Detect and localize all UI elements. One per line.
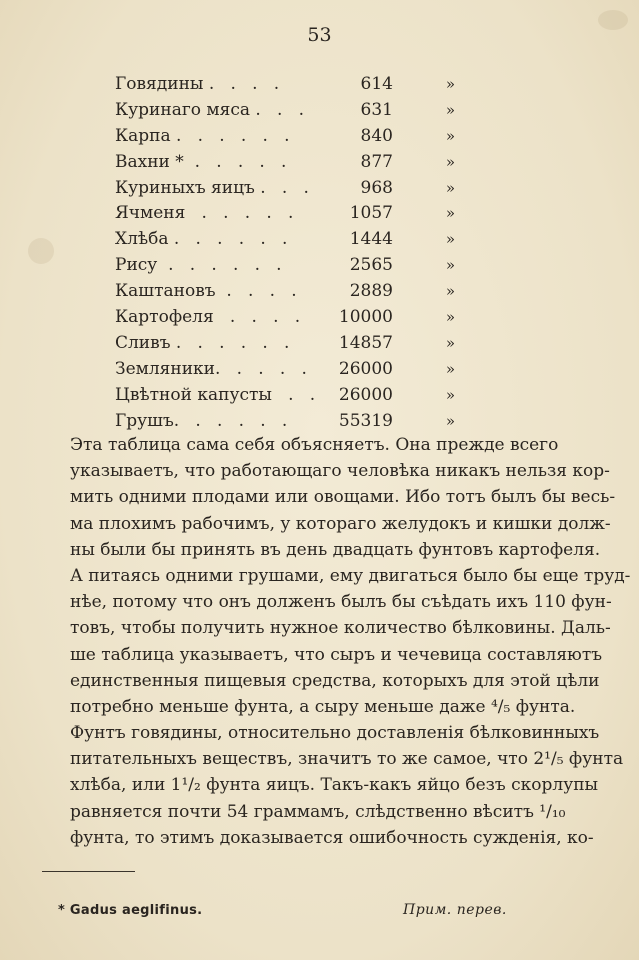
food-name: Сливъ — [115, 332, 171, 353]
ditto-mark: » — [445, 411, 455, 430]
ditto-mark: » — [445, 152, 455, 171]
row-label — [115, 305, 300, 331]
table-row — [115, 201, 455, 227]
leader-dots: . . . . . . — [173, 410, 288, 431]
food-name: Грушъ — [115, 410, 174, 431]
grams-value: 2889 — [349, 281, 393, 302]
page-number: 53 — [307, 24, 332, 46]
paragraph-line: равняется почти 54 граммамъ, слѣдственно вѣситъ ¹/₁₀ — [70, 801, 566, 822]
translator-note: Прим. перев. — [403, 902, 507, 918]
food-name: Говядины — [115, 74, 204, 94]
leader-dots: . . . . — [203, 74, 280, 94]
food-name: Вахни * — [115, 151, 184, 172]
food-name: Рису — [115, 255, 158, 276]
table-row — [115, 331, 455, 357]
leader-dots: . . . . . . — [170, 332, 290, 353]
food-name: Хлѣба — [115, 229, 169, 250]
ditto-mark: » — [445, 126, 455, 145]
paragraph-line: А питаясь одними грушами, ему двигаться было бы еще труд- — [70, 565, 631, 586]
ditto-mark: » — [445, 282, 455, 301]
food-name: Земляники — [115, 358, 216, 379]
table-row — [115, 305, 455, 331]
food-name: Каштановъ — [115, 281, 216, 302]
paragraph-line: ны были бы принять въ день двадцать фунтовъ картофеля. — [70, 539, 601, 560]
food-name: Картофеля — [115, 307, 214, 328]
ditto-mark: » — [445, 204, 455, 223]
grams-value: 26000 — [338, 358, 393, 379]
paragraph-line: хлѣба, или 1¹/₂ фунта яицъ. Такъ-какъ яйцо безъ скорлупы — [70, 775, 599, 796]
paragraph-line: Эта таблица сама себя объясняетъ. Она прежде всего — [70, 435, 559, 455]
food-name: Карпа — [115, 125, 171, 146]
nutrition-table — [115, 72, 455, 434]
table-row — [115, 279, 455, 305]
body-paragraph — [70, 432, 631, 851]
ditto-mark: » — [445, 359, 455, 378]
paragraph-line: товъ, чтобы получить нужное количество бѣлковины. Даль- — [70, 618, 611, 639]
leader-dots: . . . . . . — [170, 125, 290, 146]
leader-dots: . . — [271, 384, 316, 405]
row-label — [115, 98, 304, 124]
grams-value: 26000 — [338, 384, 393, 405]
leader-dots: . . . — [254, 177, 309, 198]
paragraph-line: потребно меньше фунта, а сыру меньше даже ⁴/₅ фунта. — [70, 696, 576, 717]
footnote-text: * Gadus aeglifinus. — [58, 903, 203, 918]
paper-stain — [28, 238, 54, 264]
row-label — [115, 201, 293, 227]
paragraph-line: мить одними плодами или овощами. Ибо тотъ былъ бы весь- — [70, 487, 616, 508]
table-row — [115, 409, 455, 435]
table-row — [115, 176, 455, 202]
row-label — [115, 357, 307, 383]
leader-dots: . . . . — [213, 307, 301, 328]
grams-value: 840 — [360, 125, 393, 146]
paragraph-line: фунта, то этимъ доказывается ошибочность сужденія, ко- — [70, 827, 594, 848]
table-row — [115, 124, 455, 150]
grams-value: 55319 — [338, 410, 393, 431]
paragraph-line: ма плохимъ рабочимъ, у котораго желудокъ и кишки долж- — [70, 513, 611, 534]
row-label — [115, 253, 282, 279]
footnote-divider — [42, 871, 135, 872]
leader-dots: . . . . . — [183, 151, 287, 172]
leader-dots: . . . — [250, 99, 305, 120]
table-row — [115, 357, 455, 383]
ditto-mark: » — [445, 385, 455, 404]
food-name: Куриныхъ яицъ — [115, 177, 255, 198]
grams-value: 631 — [360, 99, 393, 120]
grams-value: 10000 — [338, 307, 393, 328]
leader-dots: . . . . — [215, 281, 297, 302]
row-label — [115, 72, 279, 98]
table-row — [115, 383, 455, 409]
table-row — [115, 98, 455, 124]
ditto-mark: » — [445, 75, 455, 93]
ditto-mark: » — [445, 178, 455, 197]
table-row — [115, 150, 455, 176]
grams-value: 1444 — [349, 229, 393, 250]
paragraph-line: единственныя пищевыя средства, которыхъ для этой цѣли — [70, 670, 600, 691]
grams-value: 968 — [360, 177, 393, 198]
food-name: Ячменя — [115, 203, 186, 224]
paragraph-line: ше таблица указываетъ, что сыръ и чечевица составляютъ — [70, 644, 603, 665]
ditto-mark: » — [445, 308, 455, 327]
leader-dots: . . . . . . — [157, 255, 282, 276]
leader-dots: . . . . . — [185, 203, 294, 224]
row-label — [115, 383, 315, 409]
ditto-mark: » — [445, 230, 455, 249]
row-label — [115, 124, 290, 150]
leader-dots: . . . . . — [215, 358, 307, 379]
table-row — [115, 253, 455, 279]
ditto-mark: » — [445, 256, 455, 275]
row-label — [115, 176, 309, 202]
paragraph-line: нѣе, потому что онъ долженъ былъ бы съѣдать ихъ 110 фун- — [70, 592, 612, 613]
ditto-mark: » — [445, 100, 455, 119]
table-row — [115, 227, 455, 253]
grams-value: 14857 — [338, 332, 393, 353]
leader-dots: . . . . . . — [168, 229, 288, 250]
food-name: Куринаго мяса — [115, 99, 250, 120]
paragraph-line: Фунтъ говядины, относительно доставленія бѣлковинныхъ — [70, 723, 600, 744]
grams-value: 1057 — [349, 203, 393, 224]
grams-value: 614 — [360, 74, 393, 94]
row-label — [115, 279, 297, 305]
grams-value: 2565 — [349, 255, 393, 276]
food-name: Цвѣтной капусты — [115, 384, 272, 405]
row-label — [115, 227, 287, 253]
row-label — [115, 409, 287, 435]
grams-value: 877 — [360, 151, 393, 172]
paragraph-line: питательныхъ веществъ, значитъ то же самое, что 2¹/₅ фунта — [70, 749, 624, 770]
ditto-mark: » — [445, 333, 455, 352]
row-label — [115, 331, 289, 357]
row-label — [115, 150, 286, 176]
table-row — [115, 72, 455, 98]
paragraph-line: указываетъ, что работающаго человѣка никакъ нельзя кор- — [70, 461, 610, 482]
